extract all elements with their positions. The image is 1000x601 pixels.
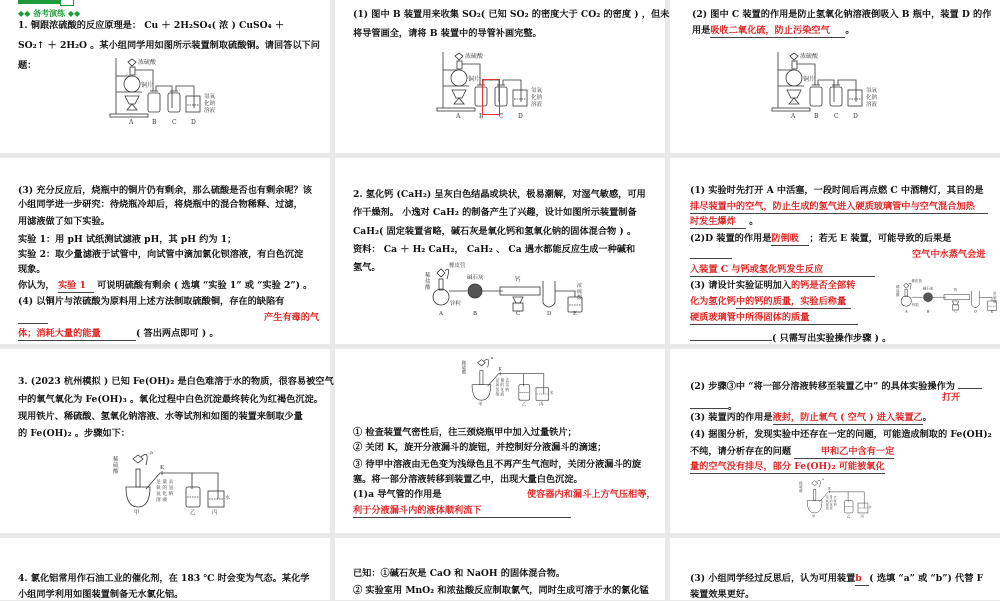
diagram-label: E	[990, 309, 994, 314]
diagram-label: C	[834, 113, 839, 120]
diagram-label: 浓硫酸	[800, 53, 819, 60]
diagram-label: 氢氧	[866, 88, 878, 94]
diagram-label: 浓	[577, 283, 583, 289]
diagram-label: 足 量 去	[156, 480, 174, 485]
question-text: ② 关闭 K，旋开分液漏斗的旋钮，并控制好分液漏斗的滴速；	[353, 442, 607, 453]
diagram-label: 碱石灰	[922, 286, 934, 291]
diagram-label: 化钠	[531, 95, 543, 101]
answer-text: 硬质玻璃管中所得固体的质量	[690, 312, 858, 325]
so2-apparatus-diagram	[108, 56, 238, 126]
diagram	[435, 50, 565, 124]
diagram-label: 酸	[461, 370, 467, 376]
cah2-apparatus-diagram	[896, 278, 998, 313]
question-text: 时发生爆炸 。	[690, 216, 759, 227]
diagram-label: A	[904, 309, 908, 314]
diagram-label: 氢 化 钠	[156, 492, 174, 497]
question-text: (2)D 装置的作用是防倒吸 ；若无 E 装置，可能导致的后果是	[690, 233, 952, 244]
question-text: 塞。将一部分溶液转移到装置乙中，出现大量白色沉淀。	[353, 474, 583, 485]
diagram	[425, 261, 585, 320]
question-text: (2) 图中 C 装置的作用是防止氢氧化钠溶液倒吸入 B 瓶中，装置 D 的作	[692, 9, 992, 20]
question-text: 用是吸收二氧化硫，防止污染空气 。	[692, 25, 855, 36]
diagram-label: 溶 液	[495, 392, 505, 397]
question-text: (1) 图中 B 装置用来收集 SO₂( 已知 SO₂ 的密度大于 CO₂ 的密度 ) ，但未	[353, 9, 670, 20]
answer-text: 使容器内和漏斗上方气压相等，	[527, 489, 656, 500]
question-text: ① 检查装置气密性后，往三颈烧瓶甲中加入过量铁片；	[353, 427, 577, 438]
diagram-label: 水	[549, 390, 554, 395]
question-text: 1. 铜跟浓硫酸的反应原理是： Cu ＋ 2H₂SO₄( 浓 ) CuSO₄ ＋	[18, 20, 285, 31]
question-text: 中的氧气氧化为 Fe(OH)₃ 。氧化过程中白色沉淀最终转化为红褐色沉淀。	[18, 394, 323, 405]
diagram-label: D	[518, 113, 523, 120]
diagram-label: 丙	[212, 510, 218, 516]
diagram-label: a	[490, 354, 494, 360]
question-text: ③ 待甲中溶液由无色变为浅绿色且不再产生气泡时，关闭分液漏斗的旋	[353, 459, 642, 470]
question-text: (3) 小组同学经过反思后，认为可用装置b ( 选填 “a” 或 “b”) 代替 F	[690, 573, 984, 584]
question-text: 现象。	[18, 264, 46, 275]
diagram-label: 氢 化 钠	[495, 387, 510, 392]
diagram-label: 稀	[425, 273, 431, 279]
diagram-label: 浓硫酸	[465, 53, 484, 60]
question-text: 资料： Ca ＋ H₂ CaH₂， CaH₂ 、 Ca 遇水都能反应生成一种碱和	[353, 244, 636, 255]
diagram-label: 浓硫酸	[138, 59, 157, 66]
feoh2-apparatus-diagram	[108, 449, 231, 516]
diagram-label: E	[573, 311, 578, 317]
diagram-label: B	[479, 113, 484, 120]
answer-text: 入装置 C 与钙或氢化钙发生反应	[690, 264, 875, 277]
question-text: (4) 以铜片与浓硫酸为原料用上述方法制取硫酸铜，存在的缺陷有	[18, 296, 285, 307]
question-text: ( 只需写出实验操作步骤 ) 。	[690, 329, 891, 345]
diagram-label: 锌粒	[912, 303, 920, 308]
question-text: SO₂↑ ＋ 2H₂O 。某小组同学用如图所示装置制取硫酸铜。请回答以下问	[18, 40, 320, 51]
diagram-label: 溶 液	[825, 506, 833, 511]
section-badge-tab	[60, 0, 74, 6]
diagram-label: 化钠	[204, 101, 216, 107]
diagram-label: 钙	[515, 277, 521, 283]
slide-thumbnail-7[interactable]	[0, 349, 334, 533]
question-text: ② 实验室用 MnO₂ 和浓盐酸反应制取氯气，同时生成可溶于水的氯化锰	[353, 585, 649, 596]
answer-text: 打开	[942, 392, 961, 403]
diagram-label: a	[822, 477, 824, 482]
diagram-label: 甲	[478, 402, 483, 408]
diagram-label: 酸	[896, 292, 900, 297]
question-text: 已知：①碱石灰是 CaO 和 NaOH 的固体混合物。	[353, 568, 566, 579]
highlight-box	[482, 79, 500, 115]
so2-apparatus-diagram	[435, 50, 565, 120]
answer-text: 空气中水蒸气会进	[912, 249, 986, 260]
diagram-label: 丙	[860, 514, 864, 519]
question-text: (4) 据图分析，发现实验中还存在一定的问题，可能造成制取的 Fe(OH)₂	[690, 429, 992, 440]
diagram-label: C	[499, 113, 504, 120]
slide-thumbnail-11[interactable]	[335, 538, 665, 600]
diagram	[796, 477, 870, 520]
diagram-label: 盐	[896, 289, 900, 294]
question-text: 化为氢化钙中的钙的质量，实验后称量	[690, 296, 851, 309]
diagram-label: D	[547, 311, 552, 317]
diagram-label: B	[152, 119, 157, 126]
question-text: 氢气。	[353, 262, 381, 273]
diagram-label: 铜片	[803, 76, 816, 83]
answer-text: b	[855, 573, 869, 586]
diagram-label: 硫	[993, 295, 997, 300]
question-text: 2. 氢化钙 (CaH₂) 呈灰白色结晶或块状，极易潮解，对湿气敏感，可用	[353, 189, 646, 200]
diagram	[458, 355, 552, 410]
question-text: (1)a 导气管的作用是	[353, 489, 442, 500]
question-text: 小组同学进一步研究：待烧瓶冷却后，将烧瓶中的混合物稀释、过滤，	[18, 199, 303, 210]
diagram-label: 酸	[425, 285, 431, 291]
diagram-label: 溶液	[866, 102, 878, 108]
diagram-label: 溶 液	[156, 498, 168, 503]
diagram-label: D	[974, 309, 977, 314]
question-text: 。	[690, 397, 737, 413]
diagram-label: A	[791, 113, 796, 120]
diagram-label: 氢氧	[204, 94, 216, 100]
diagram-label: 盐	[425, 279, 431, 285]
section-title: ◆◆ 备考演练 ◆◆	[18, 8, 81, 18]
answer-text: 实验 1	[58, 280, 94, 293]
answer-text: 体；消耗大量的能量	[18, 328, 136, 341]
answer-text: 中的钙的质量，实验后称量	[736, 296, 851, 309]
diagram-label: 锌粒	[450, 301, 462, 307]
question-text: 将导管画全，请将 B 装置中的导管补画完整。	[353, 28, 542, 39]
diagram-label: 氧 的 氢	[156, 486, 174, 491]
answer-text: 利于分液漏斗内的液体顺利流下	[353, 505, 571, 518]
diagram-label: 乙	[521, 402, 527, 408]
feoh2-apparatus-diagram	[796, 477, 870, 518]
diagram	[770, 50, 900, 124]
question-text: (3) 装置丙的作用是液封，防止氧气 ( 空气 ) 进入装置乙。	[690, 412, 932, 423]
answer-text: 产生有毒的气	[264, 312, 320, 323]
diagram-label: 硫	[799, 485, 803, 490]
diagram-label: 丙	[539, 402, 544, 408]
diagram-label: B	[926, 309, 930, 314]
answer-text: 甲和乙中含有一定	[794, 446, 894, 459]
diagram-label: 浓	[993, 291, 997, 296]
slide-thumbnail-5[interactable]	[335, 158, 665, 344]
diagram-label: 溶液	[204, 108, 216, 114]
question-text: 体；消耗大量的能量 ( 答出两点即可 ) 。	[18, 328, 219, 339]
slide-thumbnail-12[interactable]	[670, 538, 1000, 600]
answer-text: 时发生爆炸	[690, 216, 746, 229]
diagram-label: K	[160, 465, 165, 471]
diagram-label: A	[129, 119, 134, 126]
answer-underline	[18, 323, 48, 324]
slide-thumbnail-10[interactable]	[0, 538, 330, 600]
diagram-label: 水	[868, 505, 872, 509]
diagram-label: 硫	[461, 366, 467, 372]
diagram-label: 硫	[113, 463, 119, 469]
diagram-label: 酸	[993, 299, 997, 304]
diagram-label: 橡皮管	[911, 278, 922, 283]
answer-text: 量的空气没有排尽，部分 Fe(OH)₂ 可能被氧化	[690, 461, 885, 472]
diagram-label: D	[853, 113, 858, 120]
diagram-label: 酸	[577, 295, 583, 301]
diagram-label: 碱石灰	[467, 275, 484, 281]
diagram-label: 酸	[799, 488, 803, 493]
diagram-label: 足 量 去	[825, 495, 837, 500]
diagram-label: 橡皮管	[449, 263, 466, 269]
answer-text: 排尽装置中的空气，防止生成的氢气进入硬质玻璃管中与空气混合加热	[690, 201, 988, 214]
question-text: 题：	[18, 60, 37, 71]
question-text: 实验 1：用 pH 试纸测试滤液 pH，其 pH 约为 1；	[18, 234, 237, 245]
slide-thumbnail-2[interactable]	[335, 0, 670, 153]
diagram-label: D	[191, 119, 196, 126]
question-text: (3) 请设计实验证明加入的钙是否全部转	[690, 280, 856, 291]
diagram-label: 铜片	[141, 82, 154, 89]
question-text: (2) 步骤③中 “将一部分溶液转移至装置乙中” 的具体实验操作为	[690, 377, 982, 393]
diagram-label: 水	[225, 495, 231, 501]
answer-text: 的钙是否全部转	[790, 280, 856, 291]
section-badge	[18, 0, 60, 4]
diagram-label: K	[828, 486, 831, 491]
question-text: (3) 充分反应后，烧瓶中的铜片仍有剩余，那么硫酸是否也有剩余呢？该	[18, 185, 312, 196]
question-text: 3. (2023 杭州模拟 ) 已知 Fe(OH)₂ 是白色难溶于水的物质，很容易被空气	[18, 376, 334, 387]
question-text	[353, 505, 571, 518]
diagram-label: A	[439, 311, 443, 317]
diagram-label: 氧 的 氢	[495, 383, 510, 388]
answer-underline	[690, 258, 732, 259]
question-text: 不纯，请分析存在的问题 甲和乙中含有一定	[690, 446, 895, 457]
diagram-label: 乙	[846, 514, 851, 519]
slide-thumbnail-1[interactable]	[0, 0, 330, 153]
question-text: 作干燥剂。 小逸对 CaH₂ 的制备产生了兴趣，设计如图所示装置制备	[353, 207, 637, 218]
question-text	[690, 264, 875, 277]
answer-text: 吸收二氧化硫，防止污染空气	[710, 25, 845, 38]
diagram-label: B	[814, 113, 819, 120]
slide-thumbnail-4[interactable]	[0, 158, 330, 344]
question-text: (1) 实验时先打开 A 中活塞，一段时间后再点燃 C 中酒精灯，其目的是	[690, 185, 984, 196]
question-text: 你认为， 实验 1 可说明硫酸有剩余 ( 选填 “实验 1” 或 “实验 2”) 。	[18, 280, 313, 291]
diagram-label: C	[172, 119, 177, 126]
diagram-label: 铜片	[468, 76, 481, 83]
feoh2-apparatus-diagram	[458, 355, 552, 406]
diagram	[896, 278, 998, 316]
question-text: 用滤液做了如下实验。	[18, 216, 110, 227]
diagram-label: 氢氧	[531, 88, 543, 94]
diagram-label: C	[516, 311, 521, 317]
question-text: 4. 氯化铝常用作石油工业的催化剂，在 183 ℃ 时会变为气态。某化学	[18, 573, 310, 584]
diagram-label: 硫	[577, 289, 583, 295]
diagram-label: 溶液	[531, 102, 543, 108]
diagram-label: 甲	[134, 510, 140, 516]
slide-thumbnail-6[interactable]	[670, 158, 1000, 344]
diagram	[108, 56, 238, 130]
diagram-label: 足 量 去	[495, 378, 510, 383]
diagram	[108, 449, 231, 519]
diagram-label: 氢 化 钠	[825, 502, 837, 507]
question-text: 现用铁片、稀硫酸、氢氧化钠溶液、水等试剂和如图的装置来制取少量	[18, 411, 303, 422]
diagram-label: 稀	[461, 361, 467, 367]
diagram-label: 化钠	[866, 95, 878, 101]
diagram-label: C	[954, 309, 957, 314]
diagram-label: a	[150, 450, 153, 456]
diagram-label: 稀	[799, 481, 803, 486]
question-text	[690, 201, 988, 214]
diagram-label: 氧 的 氢	[825, 498, 837, 503]
answer-text: 防倒吸	[771, 233, 809, 246]
question-text	[690, 461, 885, 474]
diagram-label: 酸	[113, 469, 119, 475]
cah2-apparatus-diagram	[425, 261, 585, 316]
question-text: CaH₂( 固定装置省略，碱石灰是氧化钙和氢氧化钠的固体混合物 ) 。	[353, 226, 637, 237]
diagram-label: 稀	[113, 457, 119, 463]
question-text: 实验 2：取少量滤液于试管中，向试管中滴加氯化钡溶液，有白色沉淀	[18, 249, 304, 260]
diagram-label: B	[473, 311, 478, 317]
question-text: 装置效果更好。	[690, 589, 755, 600]
diagram-label: K	[498, 367, 502, 373]
diagram-label: A	[456, 113, 461, 120]
diagram-label: 稀	[896, 285, 900, 290]
answer-text: 液封，防止氧气 ( 空气 ) 进入装置乙	[772, 412, 923, 423]
slide-thumbnail-8[interactable]	[335, 349, 665, 533]
question-text: 的 Fe(OH)₂ 。步骤如下：	[18, 428, 130, 439]
question-text: 小组同学利用如图装置制备无水氯化铝。	[18, 589, 184, 600]
diagram-label: 钙	[953, 287, 958, 292]
slide-thumbnail-9[interactable]	[670, 349, 1000, 533]
question-text	[690, 312, 858, 325]
diagram-label: 乙	[190, 510, 196, 516]
so2-apparatus-diagram	[770, 50, 900, 120]
slide-thumbnail-3[interactable]	[670, 0, 1000, 153]
diagram-label: 甲	[812, 514, 816, 519]
